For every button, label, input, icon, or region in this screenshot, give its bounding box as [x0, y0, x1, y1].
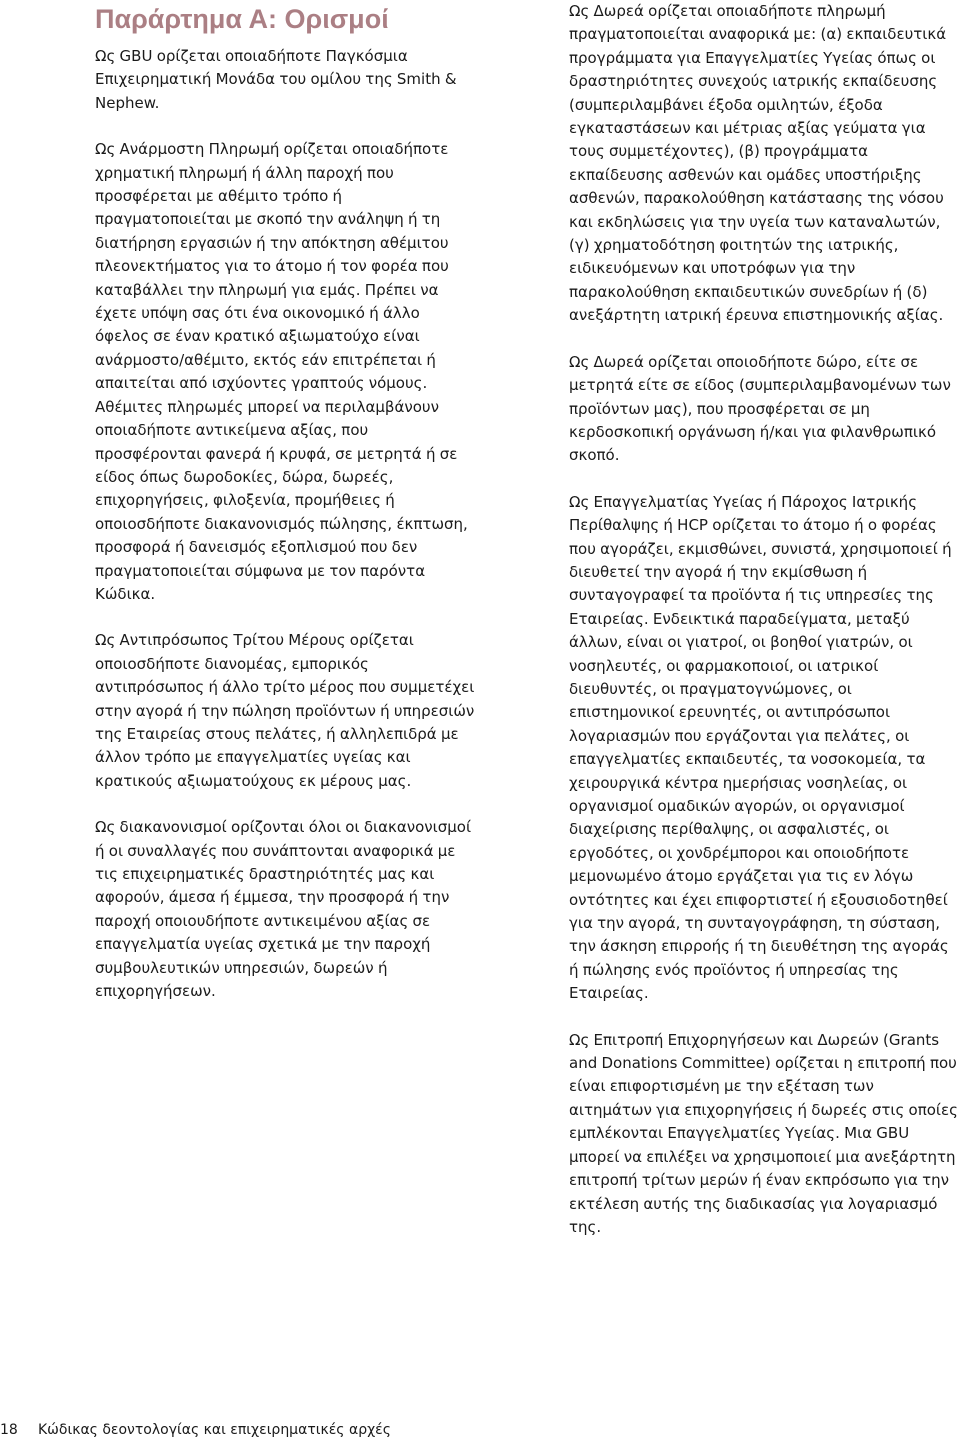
footer-document-title: Κώδικας δεοντολογίας και επιχειρηματικές αρχές — [38, 1422, 391, 1438]
right-column — [569, 0, 959, 1262]
definition-arrangements: Ως διακανονισμοί ορίζονται όλοι οι διακανονισμοί ή οι συναλλαγές που συνάπτονται αναφορικά με τις επιχειρηματικές δραστηριότητές μας και αφορούν, άμεσα ή έμμεσα, την προσφορά ή την παροχή οποιουδήποτε αντικειμένου αξίας σε επαγγελματία υγείας σχετικά με την παροχή συμβουλευτικών υπηρεσιών, δωρεών ή επιχορηγήσεων. — [95, 818, 472, 1001]
definition-grant: Ως Δωρεά ορίζεται οποιαδήποτε πληρωμή πραγματοποιείται αναφορικά με: (α) εκπαιδευτικά προγράμματα για Επαγγελματίες Υγείας όπως οι δραστηριότητες συνεχούς ιατρικής εκπαίδευσης (συμπεριλαμβάνει έξοδα ομιλητών, έξοδα εγκαταστάσεων και μέτριας αξίας γεύματα για τους συμμετέχοντες), (β) προγράμματα εκπαίδευσης ασθενών και ομάδες υποστήριξης ασθενών, παρακολούθηση κατάστασης της νόσου και εκδηλώσεις για την υγεία των καταναλωτών, (γ) χρηματοδότηση φοιτητών της ιατρικής, ειδικευόμενων και υποτρόφων για την παρακολούθηση εκπαιδευτικών συνεδρίων ή (δ) ανεξάρτητη ιατρική έρευνα επιστημονικής αξίας. — [569, 2, 947, 325]
page-title: Παράρτημα Α: Ορισμοί — [95, 4, 389, 34]
definition-improper-payment: Ως Ανάρμοστη Πληρωμή ορίζεται οποιαδήποτε χρηματική πληρωμή ή άλλη παροχή που προσφέρεται με αθέμιτο τρόπο ή πραγματοποιείται με σκοπό την ανάληψη ή τη διατήρηση εργασιών ή την απόκτηση αθέμιτου πλεονεκτήματος για το άτομο ή τον φορέα που καταβάλλει την πληρωμή για εμάς. Πρέπει να έχετε υπόψη σας ότι ένα οικονομικό ή άλλο όφελος σε έναν κρατικό αξιωματούχο είναι ανάρμοστο/αθέμιτο, εκτός εάν επιτρέπεται ή απαιτείται από ισχύοντες γραπτούς νόμους. Αθέμιτες πληρωμές μπορεί να περιλαμβάνουν οποιαδήποτε αντικείμενα αξίας, που προσφέρονται φανερά ή κρυφά, σε μετρητά ή σε είδος όπως δωροδοκίες, δώρα, δωρεές, επιχορηγήσεις, φιλοξενία, προμήθειες ή οποιοσδήποτε διακανονισμός πώλησης, έκπτωση, προσφορά ή δανεισμός εξοπλισμού που δεν πραγματοποιείται σύμφωνα με τον παρόντα Κώδικα. — [95, 140, 468, 603]
definition-donation: Ως Δωρεά ορίζεται οποιοδήποτε δώρο, είτε σε μετρητά είτε σε είδος (συμπεριλαμβανομένων των προϊόντων μας), που προσφέρεται σε μη κερδοσκοπική οργάνωση ή/και για φιλανθρωπικό σκοπό. — [569, 352, 951, 465]
page-number: 18 — [0, 1422, 18, 1438]
definition-grants-committee: Ως Επιτροπή Επιχορηγήσεων και Δωρεών (Grants and Donations Committee) ορίζεται η επιτροπή που είναι επιφορτισμένη με την εξέταση των αιτημάτων για επιχορηγήσεις ή δωρεές στις οποίες εμπλέκονται Επαγγελματίες Υγείας. Μια GBU μπορεί να επιλέξει να χρησιμοποιεί μια ανεξάρτητη επιτροπή τρίτων μερών ή έναν εκπρόσωπο για την εκτέλεση αυτής της διαδικασίας για λογαριασμό της. — [569, 1030, 958, 1236]
left-column — [95, 0, 475, 1026]
definition-third-party-agent: Ως Αντιπρόσωπος Τρίτου Μέρους ορίζεται οποιοσδήποτε διανομέας, εμπορικός αντιπρόσωπος ή άλλο τρίτο μέρος που συμμετέχει στην αγορά ή την πώληση προϊόντων ή υπηρεσιών της Εταιρείας στους πελάτες, ή αλληλεπιδρά με άλλον τρόπο με επαγγελματίες υγείας και κρατικούς αξιωματούχους εκ μέρους μας. — [95, 631, 475, 790]
definition-healthcare-professional: Ως Επαγγελματίας Υγείας ή Πάροχος Ιατρικής Περίθαλψης ή HCP ορίζεται το άτομο ή ο φορέας που αγοράζει, εκμισθώνει, συνιστά, χρησιμοποιεί ή διευθετεί την αγορά ή την εκμίσθωση ή συνταγογραφεί τα προϊόντα ή τις υπηρεσίες της Εταιρείας. Ενδεικτικά παραδείγματα, μεταξύ άλλων, είναι οι γιατροί, οι βοηθοί γιατρών, οι νοσηλευτές, οι φαρμακοποιοί, οι ιατρικοί διευθυντές, οι πραγματογνώμονες, οι επιστημονικοί ερευνητές, οι αντιπρόσωποι λογαριασμών που εργάζονται για πελάτες, οι επαγγελματίες εκπαιδευτές, τα νοσοκομεία, τα χειρουργικά κέντρα ημερήσιας νοσηλείας, οι οργανισμοί ομαδικών αγορών, οι οργανισμοί διαχείρισης περίθαλψης, οι ασφαλιστές, οι εργοδότες, οι χονδρέμποροι και οποιοδήποτε μεμονωμένο άτομο εργάζεται για τις εν λόγω οντότητες και έχει επιφορτιστεί ή εξουσιοδοτηθεί για την αγορά, τη συνταγογράφηση, τη σύσταση, την άσκηση επιρροής ή τη διευθέτηση της αγοράς ή πώλησης ενός προϊόντος ή υπηρεσίας της Εταιρείας. — [569, 492, 952, 1003]
definition-gbu: Ως GBU ορίζεται οποιαδήποτε Παγκόσμια Επιχειρηματική Μονάδα του ομίλου της Smith & Nephew. — [95, 47, 457, 112]
